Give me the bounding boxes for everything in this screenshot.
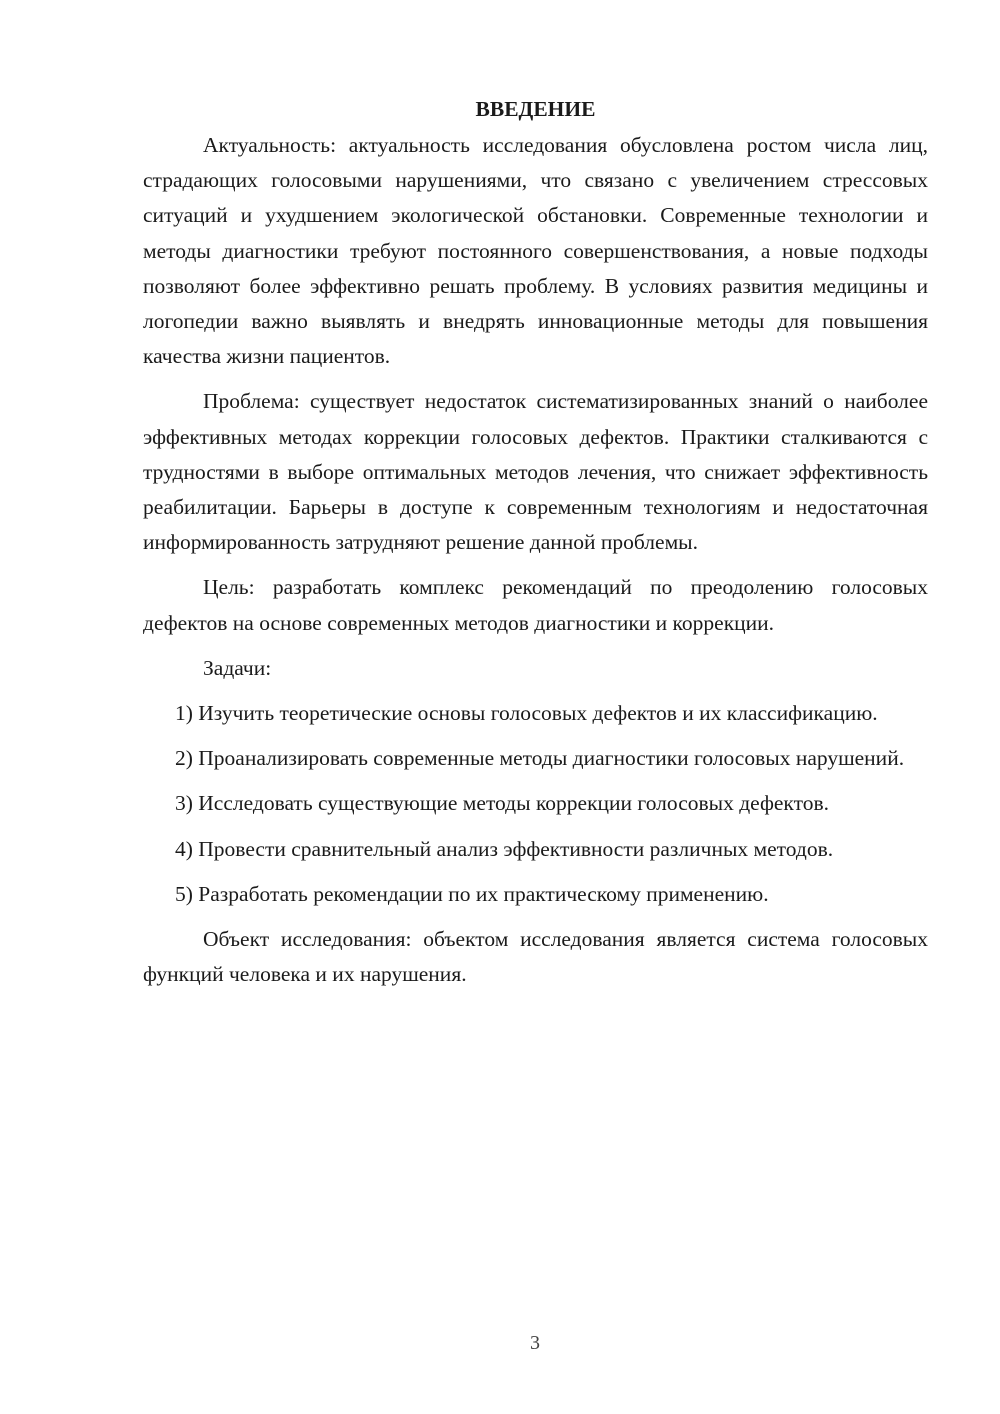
section-heading: ВВЕДЕНИЕ xyxy=(475,97,596,121)
page-number: 3 xyxy=(530,1332,540,1354)
goal-paragraph: Цель: разработать комплекс рекомендаций по преодолению голосовых дефектов на основе современных методов диагностики и коррекции. xyxy=(143,575,928,635)
problem-paragraph: Проблема: существует недостаток систематизированных знаний о наиболее эффективных методах коррекции голосовых дефектов. Практики сталкиваются с трудностями в выборе оптимальных методов лечения, что снижает эффективность реабилитации. Барьеры в доступе к современным технологиям и недостаточная информированность затрудняют решение данной проблемы. xyxy=(143,389,928,555)
object-paragraph: Объект исследования: объектом исследования является система голосовых функций человека и их нарушения. xyxy=(143,927,928,987)
task-item-4: 4) Провести сравнительный анализ эффективности различных методов. xyxy=(175,836,834,861)
tasks-label: Задачи: xyxy=(203,655,272,680)
task-item-5: 5) Разработать рекомендации по их практическому применению. xyxy=(175,881,769,906)
relevance-paragraph: Актуальность: актуальность исследования обусловлена ростом числа лиц, страдающих голосовыми нарушениями, что связано с увеличением стрессовых ситуаций и ухудшением экологической обстановки. Современные технологии и методы диагностики требуют постоянного совершенствования, а новые подходы позволяют более эффективно решать проблему. В условиях развития медицины и логопедии важно выявлять и внедрять инновационные методы для повышения качества жизни пациентов. xyxy=(143,133,928,369)
tasks-list xyxy=(143,696,928,912)
task-item-1: 1) Изучить теоретические основы голосовых дефектов и их классификацию. xyxy=(175,701,878,726)
document-page xyxy=(143,92,928,1002)
task-item-2: 2) Проанализировать современные методы диагностики голосовых нарушений. xyxy=(175,746,905,771)
task-item-3: 3) Исследовать существующие методы коррекции голосовых дефектов. xyxy=(175,791,829,816)
